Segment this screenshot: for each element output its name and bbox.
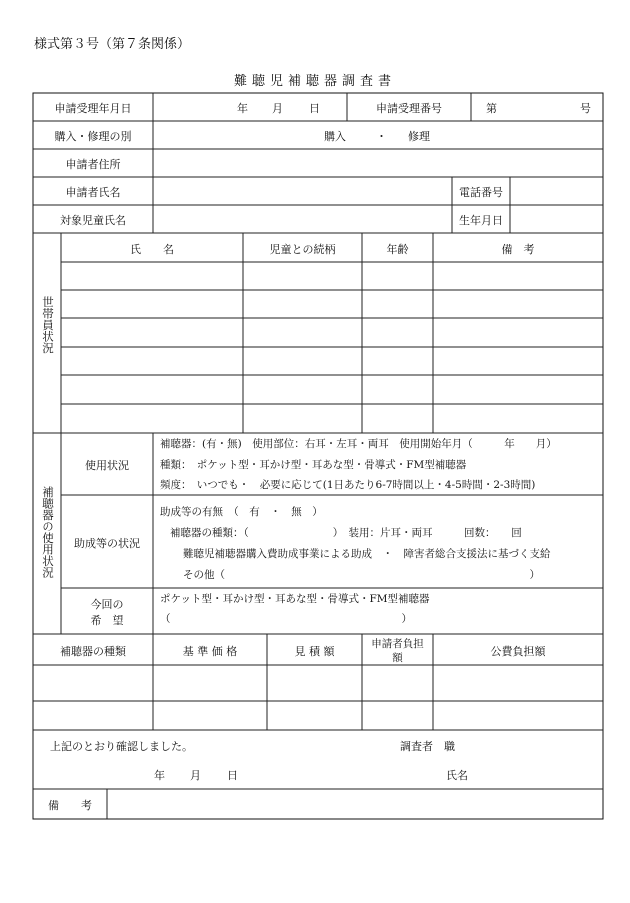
form-number: 様式第３号（第７条関係） [34, 37, 191, 52]
hope-label-line2: 希 望 [90, 614, 124, 627]
applicant-name-label: 申請者氏名 [65, 186, 121, 199]
cost-estimate: 見 積 額 [294, 645, 335, 658]
subsidy-line-other: その他（ ） [183, 569, 540, 581]
household-col-remarks: 備 考 [501, 243, 535, 256]
receipt-number-suffix: 号 [580, 102, 591, 115]
confirm-text: 上記のとおり確認しました。 [50, 740, 193, 753]
applicant-address-label: 申請者住所 [65, 158, 121, 171]
confirm-year: 年 [154, 769, 165, 782]
cost-applicant-burden-line2: 額 [392, 652, 403, 664]
receipt-number-prefix: 第 [486, 102, 497, 115]
application-date-label: 申請受理年月日 [54, 102, 132, 115]
remarks-label: 備 考 [48, 799, 92, 812]
application-date-day: 日 [309, 102, 320, 115]
investigator-title: 調査者 職 [400, 740, 455, 753]
cost-type-label: 補聴器の種類 [60, 645, 126, 658]
subsidy-line-device-type: 補聴器の種類：（ ） 装用：片耳・両耳 回数： 回 [170, 527, 522, 539]
usage-section-label: 補聴器の使用状況 [41, 486, 55, 578]
subsidy-status-label: 助成等の状況 [74, 537, 140, 550]
purchase-repair-label: 購入・修理の別 [54, 130, 132, 143]
household-section-label: 世帯員状況 [41, 296, 55, 354]
usage-status-label: 使用状況 [85, 459, 129, 472]
usage-line-type: 種類： ポケット型・耳かけ型・耳あな型・骨導式・FM型補聴器 [160, 459, 467, 471]
subsidy-line-presence: 助成等の有無 （ 有 ・ 無 ） [160, 506, 323, 518]
cost-standard-price: 基 準 価 格 [182, 645, 238, 658]
receipt-number-label: 申請受理番号 [376, 102, 442, 115]
usage-line-device: 補聴器：(有・無) 使用部位：右耳・左耳・両耳 使用開始年月（ 年 月） [160, 438, 557, 450]
phone-label: 電話番号 [459, 186, 503, 199]
application-date-month: 月 [272, 102, 283, 115]
option-separator: ・ [376, 130, 387, 143]
child-name-label: 対象児童氏名 [60, 214, 126, 227]
hope-label-line1: 今回の [90, 598, 124, 611]
investigator-name-label: 氏名 [446, 769, 468, 782]
usage-line-frequency: 頻度： いつでも・ 必要に応じて(1日あたり6-7時間以上・4-5時間・2-3時間) [160, 479, 536, 491]
application-date-year: 年 [237, 102, 248, 115]
confirm-day: 日 [227, 769, 238, 782]
confirm-month: 月 [190, 769, 201, 782]
household-col-age: 年齢 [386, 243, 409, 256]
purchase-option: 購入 [324, 130, 346, 143]
household-col-relation: 児童との続柄 [269, 243, 336, 256]
subsidy-line-program: 難聴児補聴器購入費助成事業による助成 ・ 障害者総合支援法に基づく支給 [183, 548, 551, 560]
cost-public-burden: 公費負担額 [490, 645, 546, 658]
household-col-name: 氏 名 [130, 243, 174, 256]
hope-line-types: ポケット型・耳かけ型・耳あな型・骨導式・FM型補聴器 [160, 593, 430, 605]
document-title: 難聴児補聴器調査書 [233, 74, 396, 89]
birth-date-label: 生年月日 [459, 214, 503, 227]
hope-line-parentheses: （ ） [160, 613, 412, 625]
cost-applicant-burden-line1: 申請者負担 [371, 638, 424, 650]
repair-option: 修理 [408, 130, 430, 143]
